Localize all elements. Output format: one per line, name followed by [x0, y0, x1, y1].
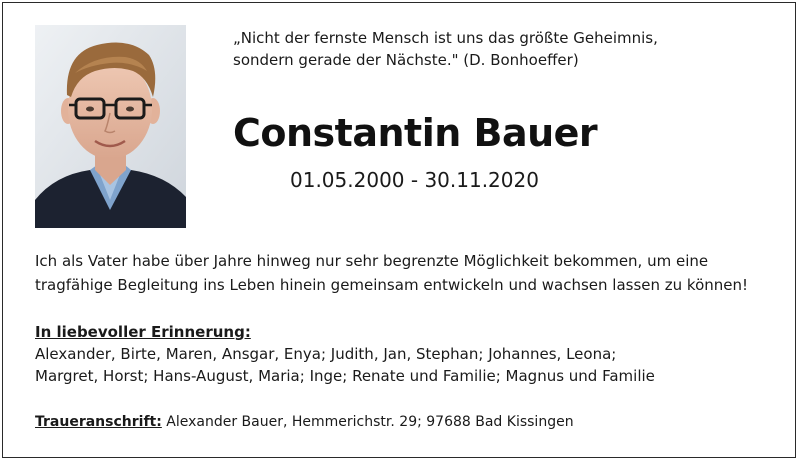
statement	[35, 249, 775, 297]
memory-heading: In liebevoller Erinnerung:	[35, 323, 251, 341]
address-label: Traueranschrift:	[35, 414, 162, 430]
quote-line-2: sondern gerade der Nächste." (D. Bonhoeffer)	[233, 51, 579, 69]
quote	[233, 27, 753, 71]
statement-line-1: Ich als Vater habe über Jahre hinweg nur sehr begrenzte Möglichkeit bekommen, um eine	[35, 252, 709, 270]
mourners-line-2: Margret, Horst; Hans-August, Maria; Inge; Renate und Familie; Magnus und Familie	[35, 367, 655, 385]
mourners-line-1: Alexander, Birte, Maren, Ansgar, Enya; Judith, Jan, Stephan; Johannes, Leona;	[35, 345, 617, 363]
deceased-name: Constantin Bauer	[233, 111, 598, 155]
address-value: Alexander Bauer, Hemmerichstr. 29; 97688 Bad Kissingen	[161, 414, 574, 430]
life-dates: 01.05.2000 - 30.11.2020	[290, 168, 539, 192]
memory-section	[35, 321, 775, 387]
portrait-photo	[35, 25, 186, 228]
mourning-address	[35, 411, 574, 433]
quote-line-1: „Nicht der fernste Mensch ist uns das größte Geheimnis,	[233, 29, 658, 47]
statement-line-2: tragfähige Begleitung ins Leben hinein gemeinsam entwickeln und wachsen lassen zu können!	[35, 276, 749, 294]
